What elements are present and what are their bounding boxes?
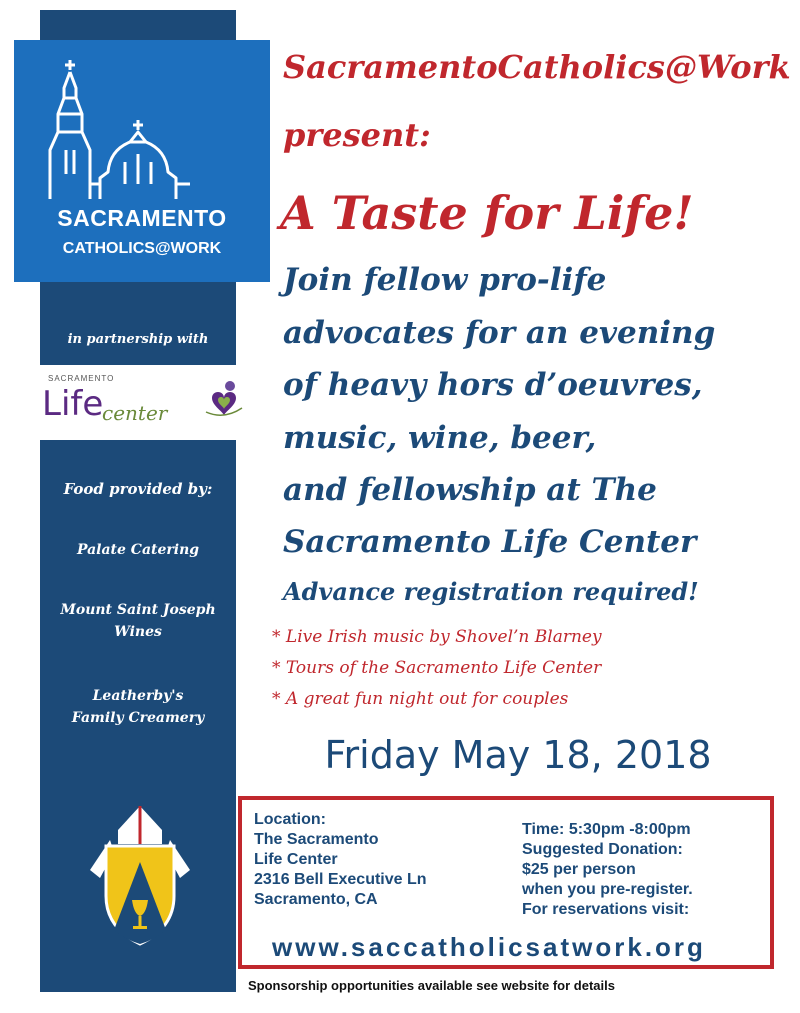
event-title: A Taste for Life!	[280, 186, 694, 240]
body-line-2: advocates for an evening	[283, 315, 716, 351]
location-city: Sacramento, CA	[254, 891, 378, 908]
donation-label: Suggested Donation:	[522, 841, 683, 858]
time-text: Time: 5:30pm -8:00pm	[522, 821, 691, 838]
donation-amount: $25 per person	[522, 861, 636, 878]
website-link[interactable]: www.saccatholicsatwork.org	[272, 932, 706, 962]
provider-leatherbys: Leatherby's	[92, 688, 184, 704]
life-center-logo	[38, 372, 248, 432]
sacramento-catholics-logo	[14, 40, 270, 282]
sidebar-bottom-panel	[40, 440, 236, 992]
bullet-fun-night: * A great fun night out for couples	[272, 689, 569, 709]
partnership-panel	[40, 310, 236, 365]
location-line-2: Life Center	[254, 851, 338, 868]
location-line-1: The Sacramento	[254, 831, 379, 848]
logo-title: SACRAMENTO	[57, 205, 227, 231]
hearts-icon	[204, 378, 244, 420]
diocese-crest-icon	[70, 800, 210, 950]
registration-note: Advance registration required!	[283, 577, 699, 606]
food-heading: Food provided by:	[63, 480, 213, 498]
body-line-1: Join fellow pro-life	[283, 262, 607, 298]
cathedral-spires-icon	[30, 54, 230, 204]
body-line-6: Sacramento Life Center	[283, 524, 697, 560]
body-line-3: of heavy hors d’oeuvres,	[283, 367, 703, 403]
provider-mount-saint-joseph: Mount Saint Joseph	[60, 602, 216, 618]
location-label: Location:	[254, 811, 326, 828]
donation-condition: when you pre-register.	[522, 881, 693, 898]
life-center-logo-small: SACRAMENTO	[48, 374, 115, 383]
bullet-irish-music: * Live Irish music by Shovel’n Blarney	[272, 627, 602, 647]
sponsorship-note: Sponsorship opportunities available see website for details	[248, 978, 615, 993]
location-address: 2316 Bell Executive Ln	[254, 871, 427, 888]
life-center-logo-center: center	[102, 401, 168, 425]
provider-wines: Wines	[114, 624, 162, 640]
body-line-4: music, wine, beer,	[283, 420, 597, 456]
location-block	[254, 810, 427, 910]
organizer-name: SacramentoCatholics@Work	[283, 48, 791, 86]
reservations-label: For reservations visit:	[522, 901, 690, 918]
time-block	[522, 820, 693, 920]
bullet-tours: * Tours of the Sacramento Life Center	[272, 658, 602, 678]
life-center-logo-life: Life	[42, 384, 104, 424]
present-text: present:	[283, 116, 431, 154]
provider-family-creamery: Family Creamery	[71, 710, 205, 726]
provider-palate: Palate Catering	[76, 542, 200, 558]
partnership-text: in partnership with	[67, 332, 209, 347]
event-info-box	[238, 796, 774, 969]
logo-subtitle: CATHOLICS@WORK	[62, 240, 222, 257]
body-line-5: and fellowship at The	[283, 472, 657, 508]
event-date: Friday May 18, 2018	[324, 733, 712, 777]
